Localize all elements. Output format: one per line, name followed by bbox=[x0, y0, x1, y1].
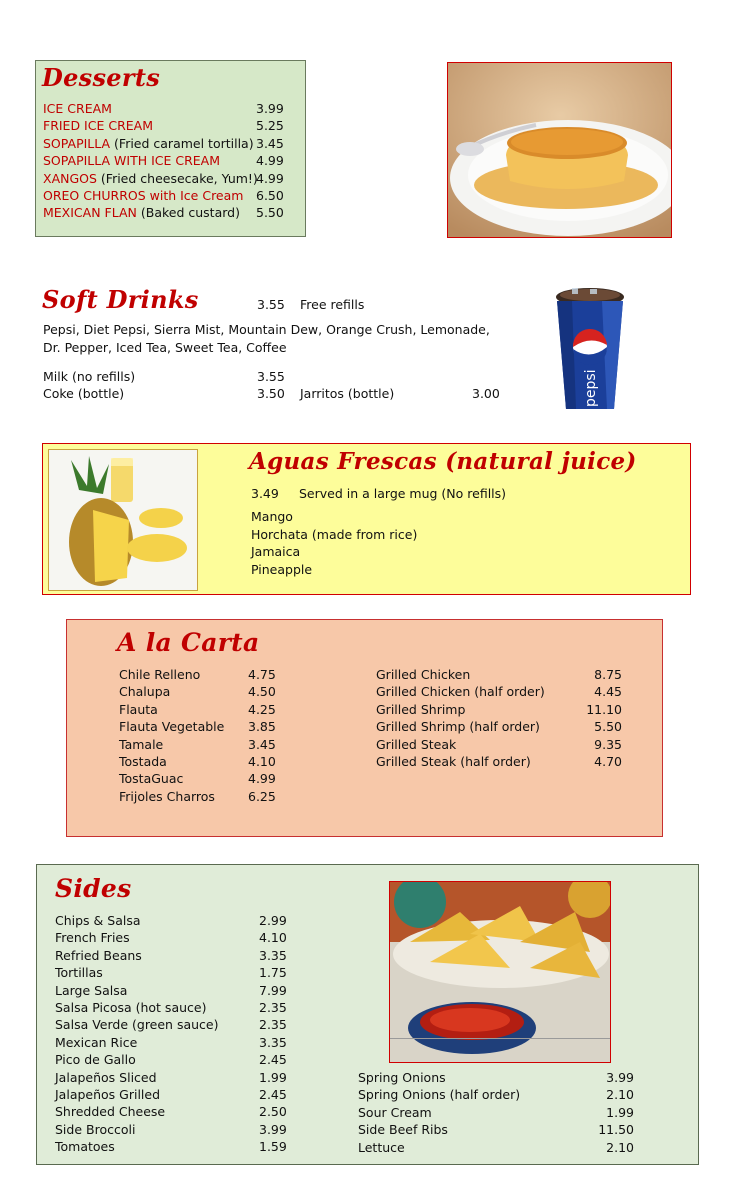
side-item-price: 4.10 bbox=[259, 930, 287, 946]
carta-item-price: 4.70 bbox=[594, 754, 622, 769]
carta-item-price: 4.99 bbox=[248, 771, 276, 787]
milk-price: 3.55 bbox=[257, 369, 285, 384]
carta-item-name: Tostada bbox=[119, 754, 167, 769]
side-item-price: 2.10 bbox=[606, 1139, 634, 1155]
side-item-name: Tortillas bbox=[55, 965, 103, 981]
dessert-price: 4.99 bbox=[256, 170, 284, 186]
jarritos-label: Jarritos (bottle) bbox=[300, 386, 395, 401]
side-item-name: Jalapeños Grilled bbox=[55, 1087, 161, 1102]
carta-item-name: Grilled Shrimp (half order) bbox=[376, 719, 540, 735]
flan-photo bbox=[447, 62, 672, 238]
carta-item-price: 6.25 bbox=[248, 788, 276, 804]
dessert-price: 3.45 bbox=[256, 135, 284, 151]
soft-drinks-title: Soft Drinks bbox=[42, 285, 199, 314]
dessert-name: XANGOS bbox=[43, 170, 97, 186]
side-item-price: 2.99 bbox=[259, 913, 287, 928]
side-item-price: 2.45 bbox=[259, 1052, 287, 1068]
side-item-price: 7.99 bbox=[259, 982, 287, 998]
desserts-title: Desserts bbox=[42, 63, 161, 92]
carta-item-name: Grilled Shrimp bbox=[376, 701, 466, 717]
a-la-carta-section bbox=[66, 619, 663, 837]
side-item-name: Salsa Verde (green sauce) bbox=[55, 1017, 219, 1033]
dessert-item bbox=[43, 135, 254, 152]
dessert-item bbox=[43, 100, 112, 117]
dessert-name: MEXICAN FLAN bbox=[43, 205, 137, 221]
dessert-name: SOPAPILLA WITH ICE CREAM bbox=[43, 153, 221, 169]
side-item-price: 2.45 bbox=[259, 1087, 287, 1102]
side-item-price: 2.50 bbox=[259, 1104, 287, 1120]
coke-label: Coke (bottle) bbox=[43, 386, 125, 401]
carta-item-price: 3.85 bbox=[248, 719, 276, 735]
coke-price: 3.50 bbox=[257, 386, 285, 401]
side-item-name: French Fries bbox=[55, 930, 130, 946]
milk-label: Milk (no refills) bbox=[43, 369, 136, 384]
dessert-description: (Fried caramel tortilla) bbox=[110, 135, 254, 151]
dessert-name: SOPAPILLA bbox=[43, 135, 111, 151]
side-item-name: Spring Onions bbox=[358, 1070, 446, 1085]
side-item-price: 1.99 bbox=[606, 1104, 634, 1120]
aguas-item: Mango bbox=[251, 509, 293, 524]
carta-item-name: Flauta bbox=[119, 701, 158, 717]
side-item-name: Salsa Picosa (hot sauce) bbox=[55, 1000, 207, 1015]
dessert-price: 6.50 bbox=[256, 188, 284, 203]
cup-brand-text: pepsi bbox=[583, 369, 599, 407]
dessert-name: FRIED ICE CREAM bbox=[43, 118, 153, 134]
aguas-title: Aguas Frescas (natural juice) bbox=[249, 448, 637, 475]
aguas-price: 3.49 bbox=[251, 486, 279, 501]
side-item-price: 3.99 bbox=[606, 1070, 634, 1085]
carta-item-price: 5.50 bbox=[594, 719, 622, 735]
dessert-price: 3.99 bbox=[256, 101, 284, 116]
side-item-name: Lettuce bbox=[358, 1139, 405, 1155]
aguas-item: Jamaica bbox=[251, 544, 301, 559]
side-item-name: Pico de Gallo bbox=[55, 1052, 136, 1068]
aguas-note: Served in a large mug (No refills) bbox=[299, 486, 507, 501]
dessert-price: 5.25 bbox=[256, 118, 284, 134]
dessert-item bbox=[43, 152, 220, 169]
carta-item-price: 11.10 bbox=[586, 701, 622, 717]
carta-item-name: Chalupa bbox=[119, 684, 171, 700]
carta-item-price: 4.45 bbox=[594, 684, 622, 700]
side-item-price: 1.59 bbox=[259, 1139, 287, 1155]
side-item-price: 11.50 bbox=[598, 1122, 634, 1138]
side-item-name: Refried Beans bbox=[55, 947, 142, 963]
sides-title: Sides bbox=[55, 874, 132, 903]
sides-section bbox=[36, 864, 699, 1165]
aguas-item: Horchata (made from rice) bbox=[251, 526, 418, 542]
carta-item-name: Grilled Steak bbox=[376, 736, 457, 752]
dessert-name: ICE CREAM bbox=[43, 101, 112, 116]
dessert-item bbox=[43, 204, 240, 221]
carta-item-name: Grilled Chicken bbox=[376, 667, 471, 682]
dessert-item bbox=[43, 187, 243, 204]
side-item-name: Sour Cream bbox=[358, 1104, 432, 1120]
side-item-price: 2.10 bbox=[606, 1087, 634, 1103]
side-item-name: Side Beef Ribs bbox=[358, 1122, 448, 1138]
carta-item-name: Flauta Vegetable bbox=[119, 719, 225, 735]
carta-item-name: Tamale bbox=[119, 736, 164, 752]
side-item-price: 1.75 bbox=[259, 965, 287, 981]
desserts-section bbox=[35, 60, 306, 237]
dessert-price: 5.50 bbox=[256, 205, 284, 221]
soft-drinks-list-line2: Dr. Pepper, Iced Tea, Sweet Tea, Coffee bbox=[43, 340, 287, 355]
dessert-name: OREO CHURROS with Ice Cream bbox=[43, 188, 244, 203]
carta-item-name: Grilled Steak (half order) bbox=[376, 754, 531, 769]
side-item-name: Shredded Cheese bbox=[55, 1104, 166, 1120]
side-item-name: Tomatoes bbox=[55, 1139, 115, 1155]
side-item-name: Jalapeños Sliced bbox=[55, 1069, 157, 1085]
carta-item-price: 8.75 bbox=[594, 667, 622, 682]
carta-item-price: 9.35 bbox=[594, 736, 622, 752]
carta-item-name: Grilled Chicken (half order) bbox=[376, 684, 545, 700]
soft-drinks-note: Free refills bbox=[300, 297, 365, 312]
carta-item-price: 4.10 bbox=[248, 754, 276, 769]
carta-item-name: Chile Relleno bbox=[119, 667, 201, 682]
side-item-price: 1.99 bbox=[259, 1069, 287, 1085]
jarritos-price: 3.00 bbox=[472, 386, 500, 401]
carta-item-price: 3.45 bbox=[248, 736, 276, 752]
carta-item-name: TostaGuac bbox=[119, 771, 184, 787]
side-item-price: 3.35 bbox=[259, 1034, 287, 1050]
soft-drinks-price: 3.55 bbox=[257, 297, 285, 312]
pepsi-cup-image bbox=[552, 285, 628, 413]
side-item-price: 3.35 bbox=[259, 947, 287, 963]
side-item-name: Large Salsa bbox=[55, 982, 128, 998]
dessert-item bbox=[43, 170, 258, 187]
side-item-name: Chips & Salsa bbox=[55, 913, 141, 928]
side-item-price: 2.35 bbox=[259, 1000, 287, 1015]
side-item-name: Spring Onions (half order) bbox=[358, 1087, 521, 1103]
carta-title: A la Carta bbox=[117, 628, 260, 657]
carta-item-price: 4.25 bbox=[248, 701, 276, 717]
side-item-price: 2.35 bbox=[259, 1017, 287, 1033]
side-item-price: 3.99 bbox=[259, 1121, 287, 1137]
pineapple-photo bbox=[48, 449, 198, 591]
dessert-description: (Fried cheesecake, Yum!) bbox=[96, 170, 258, 186]
carta-item-name: Frijoles Charros bbox=[119, 788, 215, 804]
aguas-frescas-section bbox=[42, 443, 691, 595]
side-item-name: Side Broccoli bbox=[55, 1121, 136, 1137]
chips-salsa-photo bbox=[389, 881, 611, 1063]
dessert-item bbox=[43, 117, 153, 134]
carta-item-price: 4.75 bbox=[248, 667, 276, 682]
side-item-name: Mexican Rice bbox=[55, 1034, 138, 1050]
carta-item-price: 4.50 bbox=[248, 684, 276, 700]
dessert-price: 4.99 bbox=[256, 153, 284, 169]
dessert-description: (Baked custard) bbox=[136, 205, 240, 221]
aguas-item: Pineapple bbox=[251, 561, 313, 577]
soft-drinks-list-line1: Pepsi, Diet Pepsi, Sierra Mist, Mountain Dew, Orange Crush, Lemonade, bbox=[43, 322, 490, 337]
